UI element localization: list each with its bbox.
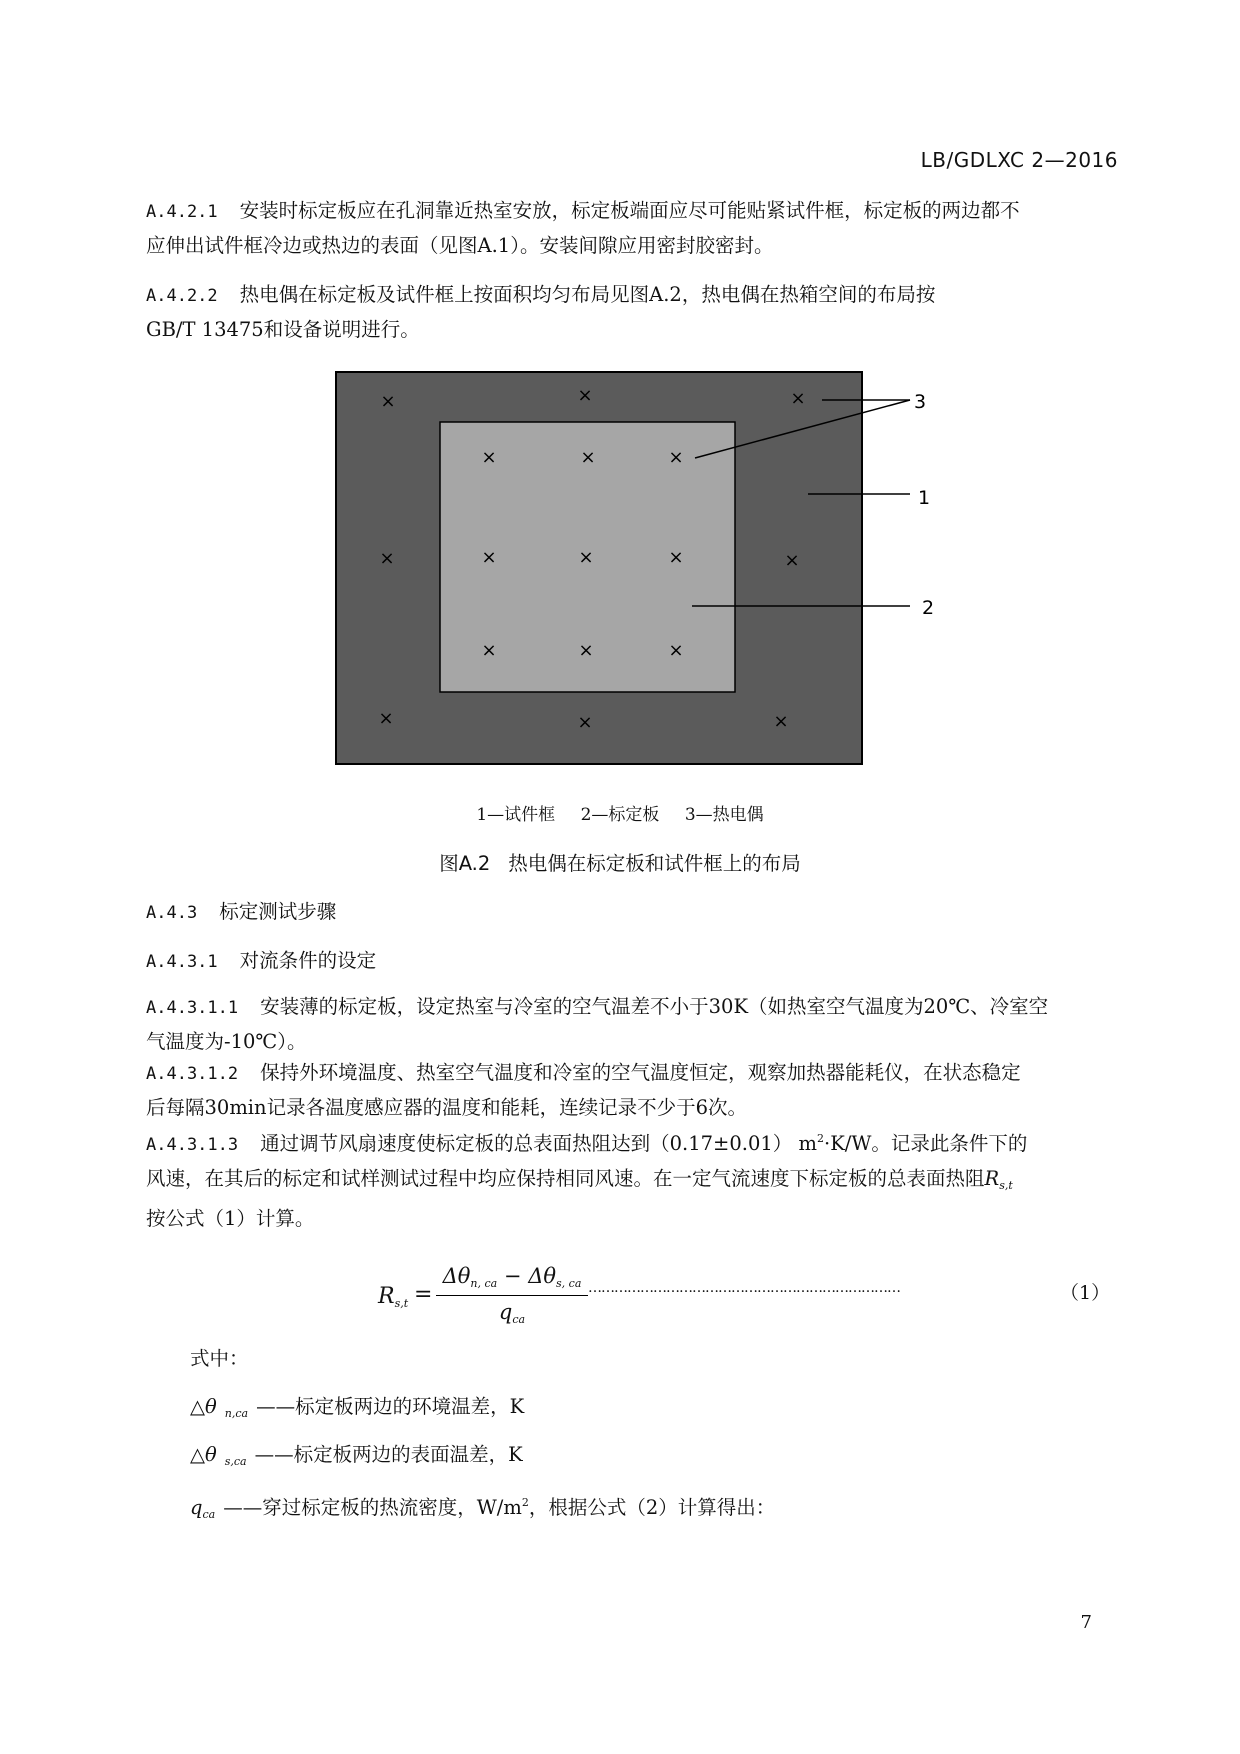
- thermocouple-marker-frame-1: ×: [380, 391, 396, 412]
- formula-lhs-symbol: R: [378, 1284, 395, 1309]
- legend-item-plate: 2—标定板: [580, 805, 660, 825]
- numerator-term-b-subscript: s, ca: [556, 1277, 582, 1290]
- label-frame: 1: [918, 487, 931, 509]
- thermocouple-marker-plate-4: ×: [481, 447, 497, 468]
- formula-1: [378, 1264, 1118, 1330]
- where-item-ambient-diff: [190, 1390, 524, 1430]
- formula-equals: =: [414, 1282, 433, 1307]
- thermocouple-marker-plate-5: ×: [580, 447, 596, 468]
- denominator-subscript: ca: [512, 1313, 526, 1326]
- unit-exponent: 2: [521, 1496, 529, 1509]
- section-heading-a43: [146, 896, 336, 924]
- clause-text-line1: 安装薄的标定板，设定热室与冷室的空气温差不小于30K（如热室空气温度为20℃、冷室空: [260, 995, 1049, 1018]
- where-description: 穿过标定板的热流密度，W/m: [262, 1496, 522, 1519]
- clause-text-line3: 按公式（1）计算。: [146, 1207, 315, 1230]
- section-title: 标定测试步骤: [219, 900, 337, 923]
- clause-text-line2: 应伸出试件框冷边或热边的表面（见图A.1）。安装间隙应用密封胶密封。: [146, 234, 774, 257]
- thermocouple-marker-plate-13: ×: [578, 640, 594, 661]
- section-heading-a431: [146, 945, 376, 973]
- clause-number: A.4.3.1.3: [146, 1135, 239, 1155]
- figure-title: 热电偶在标定板和试件框上的布局: [508, 852, 801, 875]
- where-symbol-subscript: s,ca: [224, 1455, 247, 1468]
- clause-text-line2: GB/T 13475和设备说明进行。: [146, 318, 420, 341]
- where-description-end: ，根据公式（2）计算得出：: [528, 1496, 776, 1519]
- where-description: 标定板两边的表面温差，K: [293, 1443, 523, 1466]
- where-symbol-subscript: n,ca: [224, 1407, 249, 1420]
- thermocouple-marker-plate-14: ×: [668, 640, 684, 661]
- formula-numerator: [436, 1264, 588, 1290]
- unit-exponent: 2: [817, 1132, 824, 1145]
- section-number: A.4.3.1: [146, 952, 218, 972]
- where-dash: ——: [223, 1496, 263, 1519]
- thermocouple-layout-figure: [0, 0, 1240, 800]
- where-symbol: q: [190, 1496, 203, 1519]
- where-description: 标定板两边的环境温差，K: [295, 1395, 525, 1418]
- label-thermocouple: 3: [914, 391, 927, 413]
- paragraph-a43112: [146, 1056, 1126, 1124]
- formula-lhs-subscript: s,t: [394, 1297, 409, 1310]
- where-item-heat-flux: [190, 1486, 775, 1531]
- formula-leader-dots: ………………………………………………………………: [588, 1280, 900, 1296]
- thermocouple-marker-plate-6: ×: [668, 447, 684, 468]
- figure-caption: [0, 848, 1240, 876]
- clause-text-line1b: ·K/W。记录此条件下的: [824, 1132, 1028, 1155]
- numerator-minus: −: [503, 1264, 522, 1288]
- thermocouple-marker-frame-7: ×: [379, 548, 395, 569]
- formula-number: （1）: [1060, 1282, 1111, 1304]
- thermocouple-marker-plate-8: ×: [481, 547, 497, 568]
- numerator-term-b: Δθ: [528, 1264, 557, 1288]
- numerator-term-a-subscript: n, ca: [470, 1277, 498, 1290]
- variable-r-subscript: s,t: [999, 1179, 1013, 1192]
- clause-text-line1: 热电偶在标定板及试件框上按面积均匀布局见图A.2，热电偶在热箱空间的布局按: [239, 283, 936, 306]
- standard-code: LB/GDLXC 2—2016: [920, 148, 1118, 172]
- where-symbol: △θ: [190, 1443, 217, 1466]
- clause-text-line1: 保持外环境温度、热室空气温度和冷室的空气温度恒定，观察加热器能耗仪，在状态稳定: [260, 1061, 1021, 1084]
- figure-number: 图A.2: [439, 852, 491, 875]
- thermocouple-marker-frame-2: ×: [577, 385, 593, 406]
- clause-text-line2: 后每隔30min记录各温度感应器的温度和能耗，连续记录不少于6次。: [146, 1096, 748, 1119]
- page-number: 7: [1080, 1612, 1092, 1633]
- section-number: A.4.3: [146, 903, 198, 923]
- legend-item-frame: 1—试件框: [476, 805, 556, 825]
- clause-number: A.4.3.1.2: [146, 1064, 239, 1084]
- where-dash: ——: [256, 1395, 296, 1418]
- where-symbol: △θ: [190, 1395, 217, 1418]
- legend-item-thermocouple: 3—热电偶: [684, 805, 764, 825]
- thermocouple-marker-frame-17: ×: [773, 711, 789, 732]
- formula-lhs: [378, 1284, 408, 1310]
- clause-number: A.4.2.2: [146, 286, 218, 306]
- clause-text-line1: 安装时标定板应在孔洞靠近热室安放，标定板端面应尽可能贴紧试件框，标定板的两边都不: [239, 199, 1020, 222]
- denominator-symbol: q: [498, 1300, 513, 1324]
- figure-legend: [0, 800, 1240, 825]
- clause-text-line2: 风速，在其后的标定和试样测试过程中均应保持相同风速。在一定气流速度下标定板的总表面热阻: [146, 1167, 985, 1190]
- variable-r: R: [984, 1167, 1000, 1190]
- where-item-surface-diff: [190, 1438, 523, 1478]
- thermocouple-marker-frame-16: ×: [577, 712, 593, 733]
- label-plate: 2: [922, 597, 935, 619]
- numerator-term-a: Δθ: [442, 1264, 471, 1288]
- thermocouple-marker-plate-9: ×: [578, 547, 594, 568]
- clause-number: A.4.3.1.1: [146, 998, 239, 1018]
- fraction-bar: [436, 1295, 588, 1296]
- thermocouple-marker-frame-11: ×: [784, 550, 800, 571]
- clause-text-line2: 气温度为-10℃）。: [146, 1030, 307, 1053]
- thermocouple-marker-frame-15: ×: [378, 708, 394, 729]
- thermocouple-marker-plate-12: ×: [481, 640, 497, 661]
- where-dash: ——: [254, 1443, 294, 1466]
- formula-denominator: [436, 1300, 588, 1326]
- section-title: 对流条件的设定: [239, 949, 377, 972]
- paragraph-a43111: [146, 990, 1126, 1058]
- where-intro: 式中：: [190, 1347, 249, 1370]
- where-symbol-subscript: ca: [202, 1508, 216, 1521]
- clause-text-line1a: 通过调节风扇速度使标定板的总表面热阻达到（0.17±0.01） m: [260, 1132, 817, 1155]
- thermocouple-marker-frame-3: ×: [790, 388, 806, 409]
- clause-number: A.4.2.1: [146, 202, 218, 222]
- thermocouple-marker-plate-10: ×: [668, 547, 684, 568]
- paragraph-a43113: [146, 1122, 1126, 1235]
